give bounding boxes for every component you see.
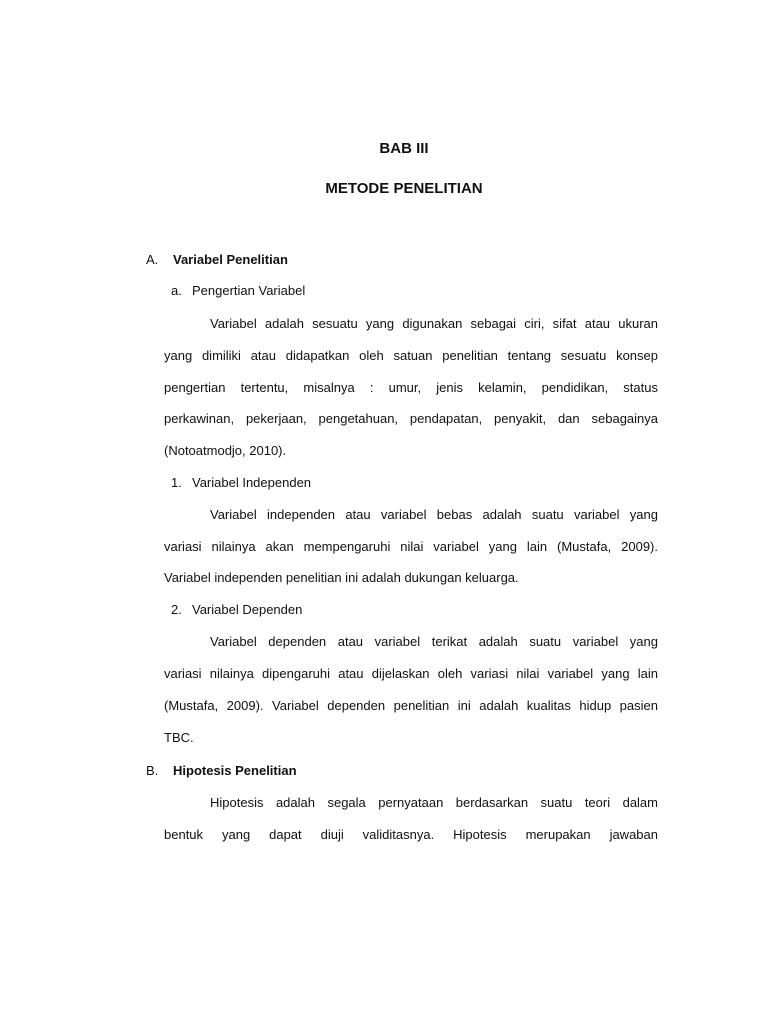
paragraph-line: Variabel dependen atau variabel terikat adalah suatu variabel yang xyxy=(210,634,658,649)
paragraph-line: Hipotesis adalah segala pernyataan berdasarkan suatu teori dalam xyxy=(210,795,658,810)
subsection-a-title: Pengertian Variabel xyxy=(192,283,306,298)
section-b-marker: B. xyxy=(146,763,159,778)
paragraph-line: bentuk yang dapat diuji validitasnya. Hipotesis merupakan jawaban xyxy=(164,827,658,842)
item-1-marker: 1. xyxy=(171,475,182,490)
paragraph-line: variasi nilainya dipengaruhi atau dijelaskan oleh variasi nilai variabel yang lain xyxy=(164,666,658,681)
paragraph-line: Variabel independen penelitian ini adalah dukungan keluarga. xyxy=(164,570,519,585)
chapter-heading: BAB III xyxy=(379,140,429,157)
paragraph-line: variasi nilainya akan mempengaruhi nilai variabel yang lain (Mustafa, 2009). xyxy=(164,539,658,554)
section-a-title: Variabel Penelitian xyxy=(173,252,288,267)
paragraph-line: TBC. xyxy=(164,730,194,745)
item-1-title: Variabel Independen xyxy=(192,475,312,490)
item-2-marker: 2. xyxy=(171,602,182,617)
subsection-a-marker: a. xyxy=(171,283,182,298)
paragraph-line: (Mustafa, 2009). Variabel dependen penelitian ini adalah kualitas hidup pasien xyxy=(164,698,658,713)
paragraph-line: perkawinan, pekerjaan, pengetahuan, pendapatan, penyakit, dan sebagainya xyxy=(164,411,658,426)
paragraph-line: (Notoatmodjo, 2010). xyxy=(164,443,287,458)
item-2-title: Variabel Dependen xyxy=(192,602,303,617)
paragraph-line: yang dimiliki atau didapatkan oleh satuan penelitian tentang sesuatu konsep xyxy=(164,348,658,363)
chapter-title: METODE PENELITIAN xyxy=(325,180,483,197)
paragraph-line: pengertian tertentu, misalnya : umur, jenis kelamin, pendidikan, status xyxy=(164,380,658,395)
section-a-marker: A. xyxy=(146,252,159,267)
section-b-title: Hipotesis Penelitian xyxy=(173,763,297,778)
paragraph-line: Variabel adalah sesuatu yang digunakan sebagai ciri, sifat atau ukuran xyxy=(210,316,658,331)
paragraph-line: Variabel independen atau variabel bebas adalah suatu variabel yang xyxy=(210,507,658,522)
